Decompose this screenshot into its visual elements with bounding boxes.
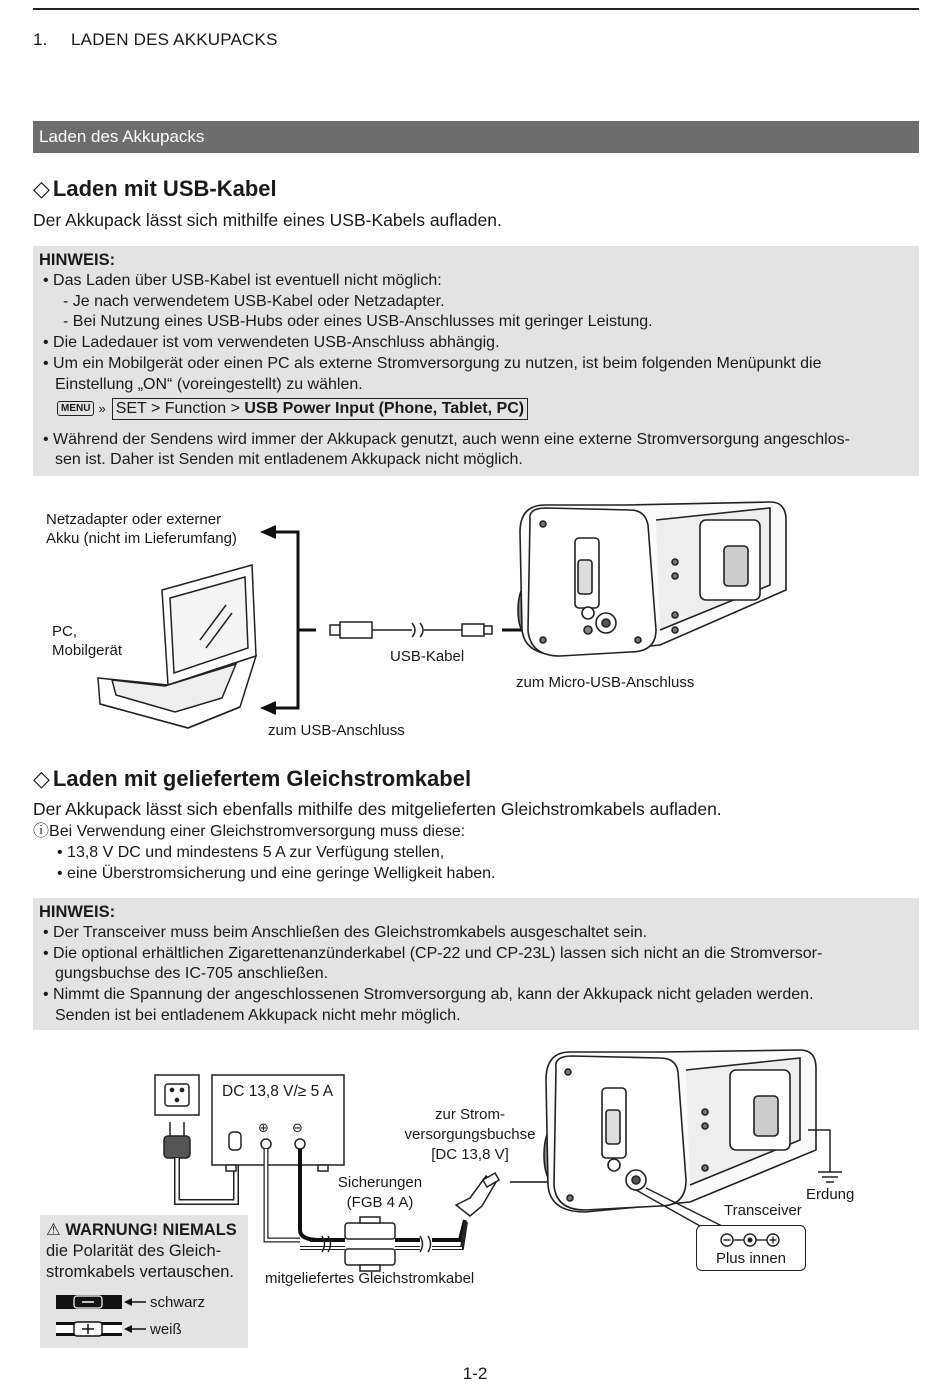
- adapter-label-l1: Netzadapter oder externer: [46, 511, 222, 528]
- usb-heading: [33, 176, 277, 202]
- usb-port-label: zum USB-Anschluss: [268, 722, 405, 739]
- dc-info-text: Bei Verwendung einer Gleichstromversorgung muss diese:: [49, 823, 466, 840]
- dc-note-bullet-1-text: Der Transceiver muss beim Anschließen des Gleichstromkabels ausgeschaltet sein.: [53, 923, 648, 941]
- transceiver-icon: [518, 502, 786, 656]
- usb-note-bullet-2: • Die Ladedauer ist vom verwendeten USB-Anschluss abhängig.: [43, 334, 500, 352]
- socket-label-l3: [DC 13,8 V]: [431, 1146, 509, 1163]
- menu-item: USB Power Input (Phone, Tablet, PC): [244, 399, 525, 417]
- dc-info-item-1: • 13,8 V DC und mindestens 5 A zur Verfügung stellen,: [57, 844, 445, 861]
- pc-label-l1: PC,: [52, 623, 78, 640]
- pc-label: [52, 622, 122, 660]
- dc-heading: [33, 766, 471, 792]
- diamond-icon: ◇: [33, 766, 50, 791]
- white-wire-icon: [56, 1320, 156, 1338]
- warning-icon: ⚠: [46, 1221, 61, 1239]
- dc-info-block: [33, 821, 495, 884]
- usb-bracket: [272, 532, 316, 708]
- white-wire-label: weiß: [150, 1321, 182, 1338]
- usb-note-bullet-3-cont: Einstellung „ON“ (voreingestellt) zu wählen.: [55, 375, 363, 393]
- psu-plus-icon: ⊕: [258, 1120, 269, 1135]
- menu-path-line: [39, 398, 913, 420]
- usb-note-bullet-1: • Das Laden über USB-Kabel ist eventuell nicht möglich:: [43, 271, 442, 289]
- dc-info-item-2: • eine Überstromsicherung und eine geringe Welligkeit haben.: [57, 865, 496, 882]
- page-number: 1-2: [462, 1364, 488, 1383]
- menu-path: SET > Function >: [115, 399, 245, 417]
- usb-port-arrow-icon: [260, 701, 276, 715]
- diamond-icon: ◇: [33, 176, 50, 201]
- fuse-label-l2: (FGB 4 A): [346, 1194, 414, 1211]
- warning-line-1: die Polarität des Gleich-: [46, 1242, 222, 1260]
- warning-title-line: [46, 1220, 242, 1241]
- section-banner: Laden des Akkupacks: [33, 121, 919, 153]
- usb-note-bullet-3-text: Um ein Mobilgerät oder einen PC als externe Stromversorgung zu nutzen, ist beim folgenden Menüpunkt die: [53, 354, 822, 372]
- usb-note-bullet-3: • Um ein Mobilgerät oder einen PC als externe Stromversorgung zu nutzen, ist beim folgenden Menüpunkt die: [43, 354, 822, 372]
- dc-note-box: [33, 898, 919, 1030]
- adapter-label-l2: Akku (nicht im Lieferumfang): [46, 530, 237, 547]
- usb-note-dash-2: - Bei Nutzung eines USB-Hubs oder eines USB-Anschlusses mit geringer Leistung.: [63, 313, 653, 331]
- chapter-header: [33, 30, 278, 50]
- usb-heading-text: Laden mit USB-Kabel: [52, 176, 277, 201]
- dc-info-item-2-text: eine Überstromsicherung und eine geringe Welligkeit haben.: [67, 865, 496, 882]
- polarity-symbol-icon: [697, 1228, 807, 1252]
- usb-note-dash-1: - Je nach verwendetem USB-Kabel oder Netzadapter.: [63, 292, 445, 310]
- dc-plug-icon: [456, 1173, 499, 1216]
- fuse-label-l1: Sicherungen: [337, 1174, 423, 1191]
- dc-info-item-1-text: 13,8 V DC und mindestens 5 A zur Verfügung stellen,: [67, 844, 445, 861]
- usb-note-bullet-4: • Während der Sendens wird immer der Akkupack genutzt, auch wenn eine externe Stromversorgung angeschlos-: [43, 430, 850, 448]
- psu-minus-icon: ⊖: [292, 1120, 303, 1135]
- menu-key-icon: MENU: [57, 401, 94, 416]
- dc-note-title: HINWEIS:: [39, 903, 116, 921]
- usb-note-bullet-2-text: Die Ladedauer ist vom verwendeten USB-Anschluss abhängig.: [53, 334, 500, 352]
- dc-note-bullet-3-text: Nimmt die Spannung der angeschlossenen Stromversorgung ab, kann der Akkupack nicht geladen werden.: [53, 986, 814, 1004]
- chapter-title: LADEN DES AKKUPACKS: [71, 30, 278, 49]
- transceiver-label: Transceiver: [724, 1202, 802, 1219]
- menu-path-box: [112, 398, 528, 420]
- dc-note-bullet-2: • Die optional erhältlichen Zigarettenanzünderkabel (CP-22 und CP-23L) lassen sich nicht an die Stromversor-: [43, 944, 823, 962]
- usb-cable-icon: [330, 622, 492, 638]
- plus-inside-label: Plus innen: [715, 1250, 787, 1267]
- ground-label: Erdung: [806, 1186, 855, 1203]
- white-wire-row: [56, 1320, 256, 1338]
- usb-note-bullet-4-cont: sen ist. Daher ist Senden mit entladenem Akkupack nicht möglich.: [55, 451, 523, 469]
- dc-cable-label: mitgeliefertes Gleichstromkabel: [265, 1270, 475, 1287]
- usb-cable-label: USB-Kabel: [390, 648, 465, 665]
- micro-usb-label: zum Micro-USB-Anschluss: [516, 674, 695, 691]
- socket-label: [400, 1105, 540, 1165]
- transceiver-icon: [544, 1050, 816, 1212]
- fuse-holders-icon: [345, 1217, 395, 1271]
- dc-heading-text: Laden mit geliefertem Gleichstromkabel: [52, 766, 472, 791]
- black-wire-label: schwarz: [150, 1294, 206, 1311]
- warning-title: WARNUNG! NIEMALS: [65, 1221, 237, 1239]
- usb-note-bullet-4-text: Während der Sendens wird immer der Akkupack genutzt, auch wenn eine externe Stromversorgung angeschlos-: [53, 430, 850, 448]
- chapter-number: 1.: [33, 30, 48, 49]
- pc-label-l2: Mobilgerät: [52, 642, 123, 659]
- dc-note-bullet-2-cont: gungsbuchse des IC-705 anschließen.: [55, 965, 329, 983]
- adapter-arrow-icon: [260, 525, 276, 539]
- dc-note-bullet-3-cont: Senden ist bei entladenem Akkupack nicht mehr möglich.: [55, 1006, 461, 1024]
- socket-label-l2: versorgungsbuchse: [404, 1126, 536, 1143]
- black-wire-row: [56, 1293, 256, 1311]
- usb-note-bullet-1-text: Das Laden über USB-Kabel ist eventuell nicht möglich:: [53, 271, 442, 289]
- plus-inside-box: [696, 1225, 806, 1271]
- dc-info-line: [33, 821, 495, 842]
- fuse-label: [320, 1173, 440, 1213]
- black-wire-icon: [56, 1293, 156, 1311]
- usb-note-title: HINWEIS:: [39, 251, 116, 269]
- dc-note-bullet-2-text: Die optional erhältlichen Zigarettenanzünderkabel (CP-22 und CP-23L) lassen sich nicht an die Stromversor-: [53, 944, 823, 962]
- menu-arrow: »: [98, 400, 106, 416]
- psu-label: DC 13,8 V/≥ 5 A: [222, 1083, 334, 1100]
- info-icon: ⓘ: [33, 823, 50, 840]
- socket-label-l1: zur Strom-: [434, 1106, 505, 1123]
- usb-note-box: [33, 246, 919, 476]
- adapter-label: [46, 510, 237, 548]
- dc-note-bullet-3: • Nimmt die Spannung der angeschlossenen Stromversorgung ab, kann der Akkupack nicht geladen werden.: [43, 986, 814, 1004]
- usb-intro: Der Akkupack lässt sich mithilfe eines USB-Kabels aufladen.: [33, 210, 502, 230]
- warning-line-2: stromkabels vertauschen.: [46, 1263, 235, 1281]
- warning-box: [40, 1215, 248, 1348]
- dc-intro: Der Akkupack lässt sich ebenfalls mithilfe des mitgelieferten Gleichstromkabels aufladen.: [33, 799, 722, 819]
- wall-outlet-icon: [155, 1075, 199, 1115]
- top-rule: [33, 8, 919, 10]
- dc-note-bullet-1: • Der Transceiver muss beim Anschließen des Gleichstromkabels ausgeschaltet sein.: [43, 923, 648, 941]
